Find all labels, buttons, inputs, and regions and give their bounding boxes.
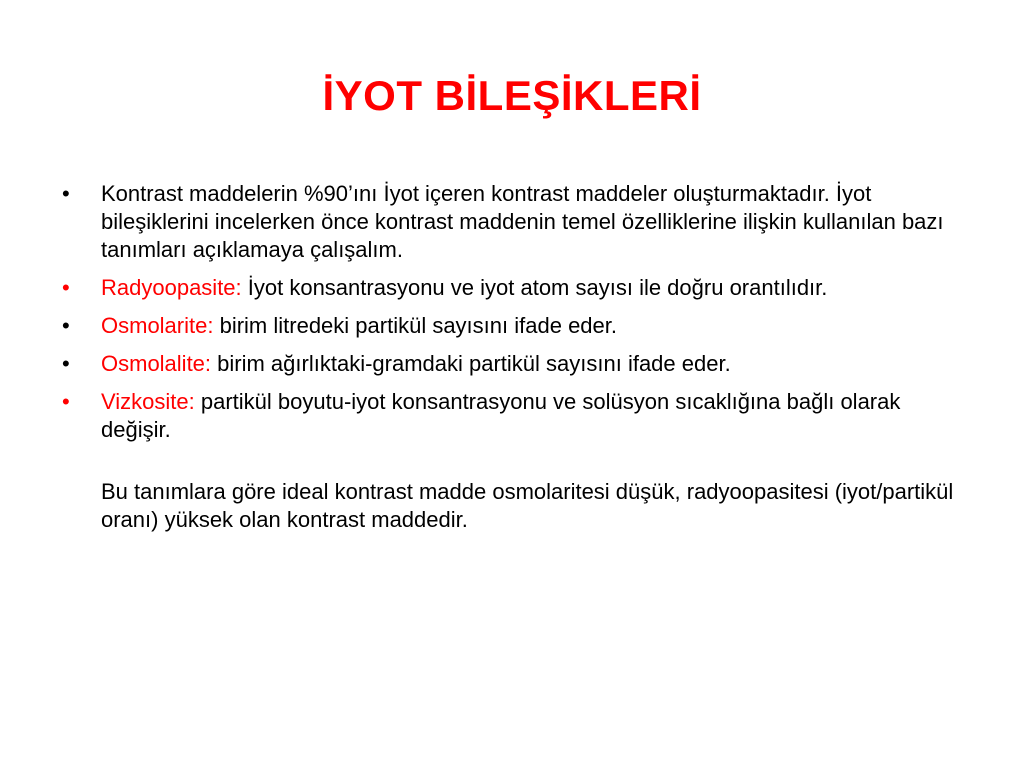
bullet-item-osmolalite bbox=[60, 350, 960, 378]
bullet-icon: • bbox=[62, 351, 70, 376]
slide-content bbox=[60, 180, 960, 534]
bullet-icon: • bbox=[62, 181, 70, 206]
bullet-term: Vizkosite: bbox=[101, 389, 195, 414]
bullet-item-osmolarite bbox=[60, 312, 960, 340]
bullet-term: Radyoopasite: bbox=[101, 275, 242, 300]
bullet-text: birim litredeki partikül sayısını ifade eder. bbox=[213, 313, 617, 338]
bullet-text: birim ağırlıktaki-gramdaki partikül sayısını ifade eder. bbox=[211, 351, 731, 376]
bullet-item-radyoopasite bbox=[60, 274, 960, 302]
slide-title: İYOT BİLEŞİKLERİ bbox=[322, 72, 702, 119]
bullet-item-contrast-intro bbox=[60, 180, 960, 264]
bullet-text: partikül boyutu-iyot konsantrasyonu ve solüsyon sıcaklığına bağlı olarak değişir. bbox=[101, 389, 901, 442]
bullet-text: İyot konsantrasyonu ve iyot atom sayısı ile doğru orantılıdır. bbox=[241, 275, 828, 300]
bullet-icon: • bbox=[62, 389, 70, 414]
bullet-term: Osmolarite: bbox=[101, 313, 214, 338]
bullet-icon: • bbox=[62, 275, 70, 300]
bullet-item-vizkosite bbox=[60, 388, 960, 444]
bullet-icon: • bbox=[62, 313, 70, 338]
bullet-term: Osmolalite: bbox=[101, 351, 212, 376]
summary-paragraph: Bu tanımlara göre ideal kontrast madde osmolaritesi düşük, radyoopasitesi (iyot/partikül oranı) yüksek olan kontrast maddedir. bbox=[101, 479, 954, 532]
bullet-text: Kontrast maddelerin %90’ını İyot içeren kontrast maddeler oluşturmaktadır. İyot bileşiklerini incelerken önce kontrast maddenin temel özelliklerine ilişkin kullanılan bazı tanımları açıklamaya çalışalım. bbox=[101, 181, 944, 262]
bullet-list bbox=[60, 180, 960, 444]
